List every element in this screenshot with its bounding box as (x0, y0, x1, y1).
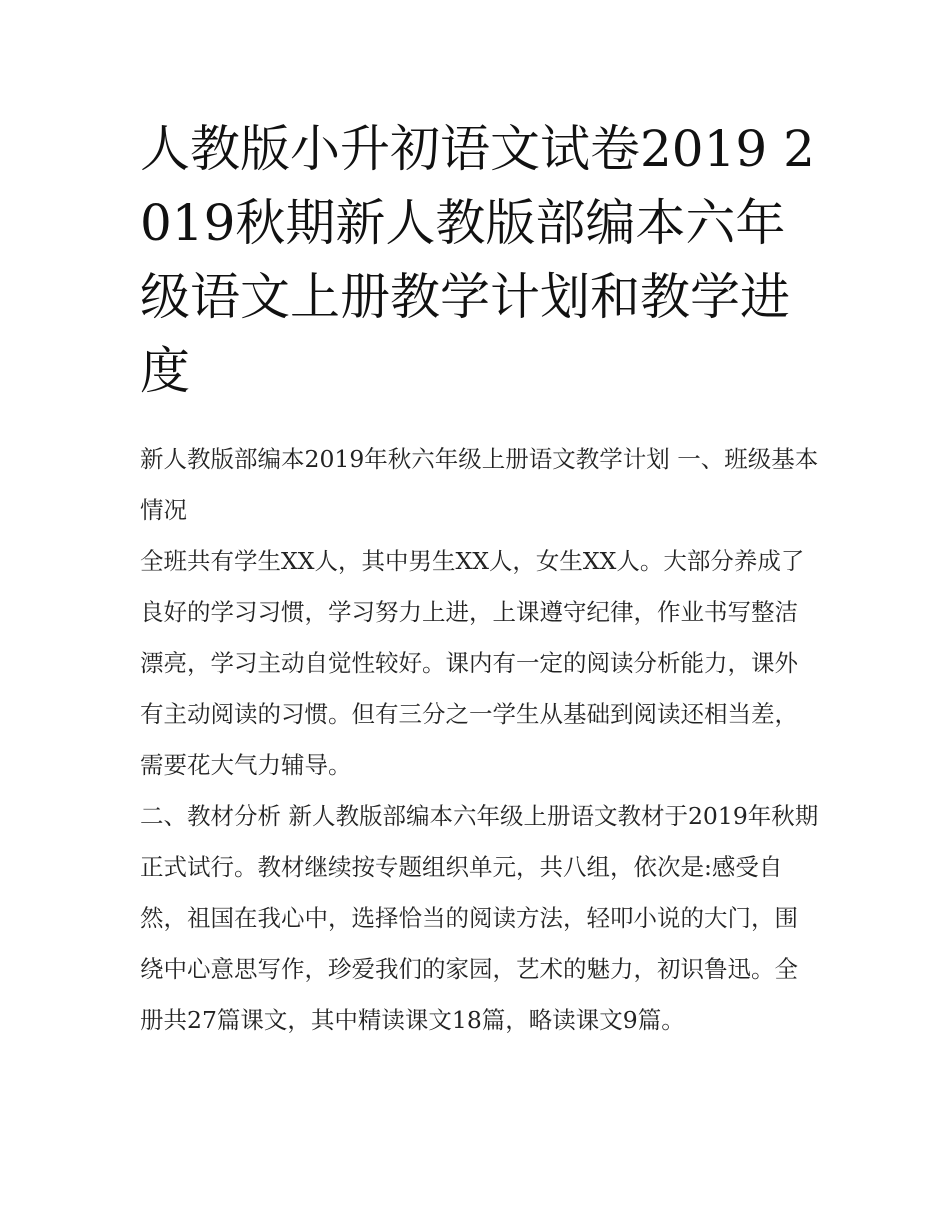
paragraph-class-situation-heading: 新人教版部编本2019年秋六年级上册语文教学计划 一、班级基本情况 (140, 445, 819, 524)
paragraph-class-situation: 全班共有学生XX人，其中男生XX人，女生XX人。大部分养成了良好的学习习惯，学习努力上进，上课遵守纪律，作业书写整洁漂亮，学习主动自觉性较好。课内有一定的阅读分析能力，课外有主动阅读的习惯。但有三分之一学生从基础到阅读还相当差，需要花大气力辅导。 (140, 547, 805, 779)
document-body (140, 434, 820, 1046)
document-title: 人教版小升初语文试卷2019 2019秋期新人教版部编本六年级语文上册教学计划和教学进度 (140, 120, 815, 400)
paragraph-textbook-analysis: 二、教材分析 新人教版部编本六年级上册语文教材于2019年秋期正式试行。教材继续按专题组织单元，共八组，依次是:感受自然，祖国在我心中，选择恰当的阅读方法，轻叩小说的大门，围绕中心意思写作，珍爱我们的家园，艺术的魅力，初识鲁迅。全册共27篇课文，其中精读课文18篇，略读课文9篇。 (140, 802, 819, 1034)
